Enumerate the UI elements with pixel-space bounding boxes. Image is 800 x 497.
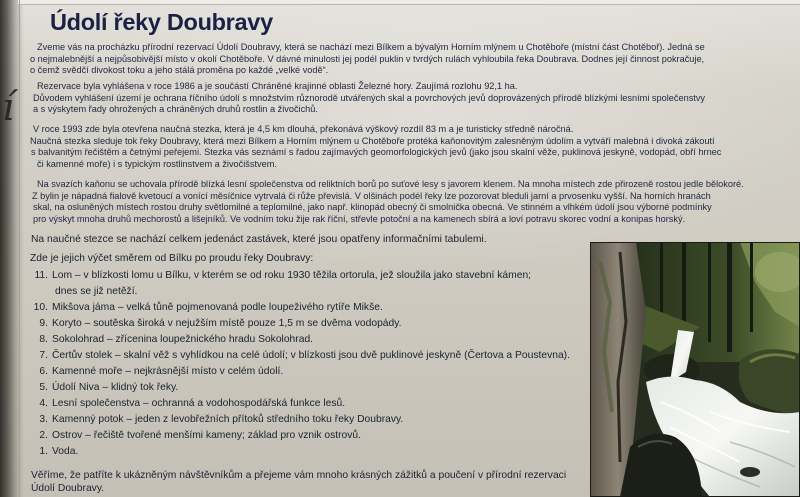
stops-intro: Na naučné stezce se nachází celkem jedenáct zastávek, které jsou opatřeny informačními tabulemi.	[31, 234, 487, 245]
stop-text: Voda.	[52, 446, 79, 457]
paragraph-line: pro výskyt mnoha druhů mechorostů a lišejníků. Ve vodním toku žije rak říční, střevle potoční a na kamenech sbírá a loví potravu skorec vodní a konipas horský.	[33, 213, 686, 224]
closing-line: Údolí Doubravy.	[31, 483, 105, 494]
stop-number: 5.	[39, 382, 48, 393]
info-paragraph	[30, 81, 705, 116]
stop-item-continuation	[55, 284, 137, 300]
paragraph-line: o nejmalebnější a nejpůsobivější místo v okolí Chotěboře. V dávné minulosti jej podél puklin v tvrdých rulách vyhloubila řeka Doubrava. Dodnes její činnost pokračuje,	[30, 53, 705, 64]
stop-number: 9.	[39, 318, 48, 329]
page-title: Údolí řeky Doubravy	[50, 9, 273, 35]
stop-item	[29, 364, 283, 380]
info-paragraph	[30, 124, 721, 170]
stop-text: Kamenný potok – jeden z levobřežních přítoků středního toku řeky Doubravy.	[52, 414, 404, 425]
stop-text: Kamenné moře – nejkrásnější místo v celém údolí.	[52, 366, 284, 377]
info-paragraph	[30, 179, 744, 225]
stop-item	[29, 380, 178, 396]
stop-number: 3.	[39, 414, 48, 425]
stop-number: 2.	[39, 430, 48, 441]
stop-number: 4.	[39, 398, 48, 409]
paragraph-line: Naučná stezka sleduje tok řeky Doubravy, která mezi Bílkem a Horním mlýnem u Chotěboře protéká kaňonovitým zalesněným údolím a vytváří malebná i divoká zákoutí	[30, 135, 715, 146]
stop-item	[29, 316, 402, 332]
paragraph-line: skal, na osluněných místech rostou druhy světlomilné a teplomilné, jako např. klinopád obecný či smolnička obecná. Ve stinném a vlhkém údolí jsou výborné podmínky	[33, 202, 712, 213]
stop-text: Lesní společenstva – ochranná a vodohospodářská funkce lesů.	[52, 398, 346, 409]
paragraph-line: Důvodem vyhlášení území je ochrana říčního údolí s množstvím různorodě utvářených skal a povrchových jevů doprovázených přírodě blízkými lesními společenstvy	[33, 92, 706, 103]
stop-text: Koryto – soutěska široká v nejužším místě pouze 1,5 m se dvěma vodopády.	[52, 318, 402, 329]
stop-item	[29, 332, 313, 348]
closing-line: Věříme, že patříte k ukázněným návštěvníkům a přejeme vám mnoho krásných zážitků a poučení v přírodní rezervaci	[31, 470, 567, 481]
forest	[630, 242, 800, 362]
stop-number: 6.	[39, 366, 48, 377]
waterfall-photo	[590, 242, 800, 497]
stop-number: 1.	[39, 446, 48, 457]
info-paragraph	[30, 42, 705, 77]
paragraph-line: o čemž svědčí divokost toku a jeho stálá proměna po každé „velké vodě“.	[30, 65, 329, 76]
stop-text: Čertův stolek – skalní věž s vyhlídkou na celé údolí; v blízkosti jsou dvě puklinové jeskyně (Čertova a Poustevna).	[52, 350, 570, 361]
sign-left-edge	[19, 0, 20, 497]
paragraph-line: Z bylin je nápadná fialově kvetoucí a vonící měsíčnice vytrvalá či růže převislá. V olšinách podél řeky lze pozorovat bleduli jarní a prvosenku vyšší. Na horních hranách	[32, 190, 711, 201]
stop-text: Údolí Niva – klidný tok řeky.	[52, 382, 179, 393]
stop-item	[29, 412, 403, 428]
stop-item	[29, 444, 78, 460]
stop-text: dnes se již netěží.	[55, 286, 138, 297]
stop-number: 10.	[33, 302, 48, 313]
stop-number: 8.	[39, 334, 48, 345]
stop-number: 7.	[39, 350, 48, 361]
stop-item	[29, 428, 361, 444]
paragraph-line: s balvanitým řečištěm a četnými peřejemi. Stezka vás seznámí s řadou zajímavých geomorfologických jevů (jako jsou skalní věže, puklinová jeskyně, vodopád, obří hrnec	[31, 147, 722, 158]
paragraph-line: Zveme vás na procházku přírodní rezervací Údolí Doubravy, která se nachází mezi Bílkem a bývalým Horním mlýnem u Chotěboře (místní část Chotěboř). Jedná se	[37, 42, 705, 52]
paragraph-line: Rezervace byla vyhlášena v roce 1986 a je součástí Chráněné krajinné oblasti Železné hory. Zaujímá rozlohu 92,1 ha.	[37, 81, 518, 91]
paragraph-line: či kamenné moře) i s typickým rostlinstvem a živočišstvem.	[37, 158, 277, 169]
stop-item	[29, 348, 570, 364]
edge-glyph: í	[2, 85, 15, 129]
stop-text: Mikšova jáma – velká tůně pojmenovaná podle loupeživého rytíře Mikše.	[52, 302, 383, 313]
sign-top-edge	[18, 0, 800, 5]
stops-heading: Zde je jejich výčet směrem od Bílku po proudu řeky Doubravy:	[30, 253, 314, 264]
paragraph-line: Na svazích kaňonu se uchovala přírodě blízká lesní společenstva od reliktních borů po suťové lesy s javorem klenem. Na mnoha místech zde přirozeně rostou jedle bělokoré.	[37, 179, 744, 189]
paragraph-line: a s výskytem řady ohrožených a chráněných druhů rostlin a živočichů.	[33, 104, 318, 115]
stops-list	[29, 268, 570, 460]
stop-number: 11.	[34, 270, 48, 281]
paragraph-line: V roce 1993 zde byla otevřena naučná stezka, která je 4,5 km dlouhá, překonává výškový rozdíl 83 m a je turisticky středně náročná.	[33, 124, 574, 134]
stop-text: Sokolohrad – zřícenina loupežnického hradu Sokolohrad.	[52, 334, 314, 345]
closing-text	[31, 469, 566, 495]
stop-text: Lom – v blízkosti lomu u Bílku, v kterém se od roku 1930 těžila ortorula, jež sloužila jako stavební kámen;	[52, 270, 532, 281]
stop-text: Ostrov – řečiště tvořené menšími kameny; základ pro vznik ostrovů.	[52, 430, 362, 441]
stop-item	[29, 268, 531, 284]
stop-item	[29, 300, 383, 316]
stop-item	[29, 396, 345, 412]
